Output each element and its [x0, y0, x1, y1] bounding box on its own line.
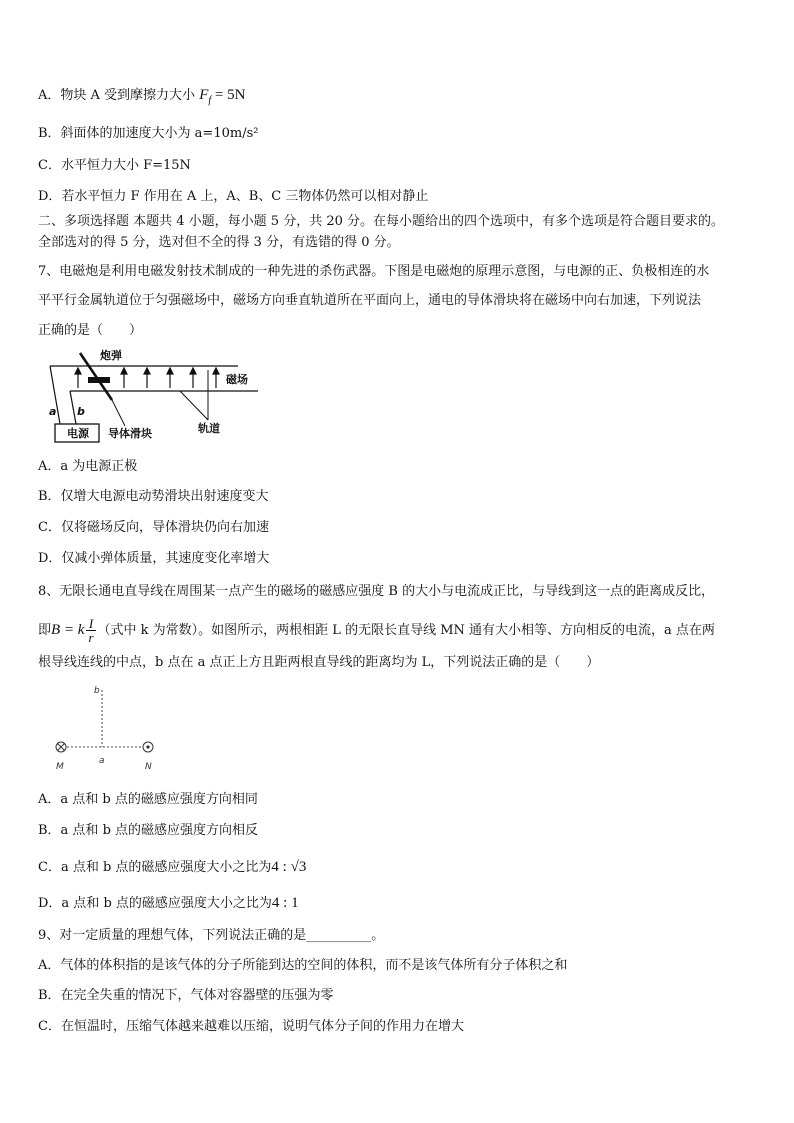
q6-option-a-text: A．物块 A 受到摩擦力大小: [38, 88, 196, 103]
q7-railgun-diagram: [40, 348, 270, 448]
q8-stem-line2: 即B = k $\frac{I}{r}$ （式中 k 为常数）。如图所示，两根相距 L 的无限长直导线 MN 通有大小相等、方向相反的电流，a 点在两: [38, 616, 715, 645]
point-a-label: a: [99, 756, 105, 766]
q8-formula-lhs: B = k: [51, 622, 85, 638]
q8-option-d-math: 4 : 1: [271, 895, 299, 911]
q7-option-b: B．仅增大电源电动势滑块出射速度变大: [38, 489, 269, 504]
field-label: 磁场: [226, 373, 248, 386]
q8-option-d: D．a 点和 b 点的磁感应强度大小之比为4 : 1: [38, 895, 299, 911]
rail-label: 轨道: [198, 422, 220, 435]
wire-m-label: M: [56, 762, 64, 772]
q8-option-c: C．a 点和 b 点的磁感应强度大小之比为4 : √3: [38, 859, 307, 875]
wire-m-into-page-icon: [56, 742, 66, 752]
shell-label: 炮弹: [100, 349, 122, 362]
q7-stem-line2: 平平行金属轨道位于匀强磁场中，磁场方向垂直轨道所在平面向上，通电的导体滑块将在磁场中向右加速，下列说法: [38, 293, 702, 308]
q8-formula-fraction: $\frac{I}{r}$: [88, 616, 94, 645]
q8-option-c-math: 4 : √3: [271, 859, 307, 875]
slider-label: 导体滑块: [108, 427, 152, 440]
q9-option-c: C．在恒温时，压缩气体越来越难以压缩，说明气体分子间的作用力在增大: [38, 1019, 464, 1034]
q6-option-b: B．斜面体的加速度大小为 a=10m/s²: [38, 126, 259, 141]
q9-option-a: A．气体的体积指的是该气体的分子所能到达的空间的体积，而不是该气体所有分子体积之和: [38, 958, 568, 973]
wire-b: [70, 391, 76, 424]
q8-option-a: A．a 点和 b 点的磁感应强度方向相同: [38, 792, 258, 807]
label-a: a: [49, 405, 57, 418]
q7-stem-line1: 7、电磁炮是利用电磁发射技术制成的一种先进的杀伤武器。下图是电磁炮的原理示意图，与电源的正、负极相连的水: [38, 264, 710, 279]
q6-option-a: [38, 86, 245, 110]
wire-n-label: N: [145, 762, 152, 772]
q8-stem-line1: 8、无限长通电直导线在周围某一点产生的磁场的磁感应强度 B 的大小与电流成正比，与导线到这一点的距离成反比，: [38, 584, 715, 599]
wire-n-out-of-page-icon: [143, 742, 153, 752]
q8-wire-diagram: [50, 682, 170, 774]
q6-option-a-formula: $F_f = 5N$: [199, 87, 246, 106]
section2-instructions-line1: 二、多项选择题 本题共 4 小题，每小题 5 分，共 20 分。在每小题给出的四个选项中，有多个选项是符合题目要求的。: [38, 214, 725, 229]
q9-stem: 9、对一定质量的理想气体，下列说法正确的是__________。: [38, 928, 385, 943]
point-b-label: b: [94, 686, 100, 696]
power-source-label: 电源: [67, 427, 89, 440]
q8-option-b: B．a 点和 b 点的磁感应强度方向相反: [38, 823, 259, 838]
section2-instructions-line2: 全部选对的得 5 分，选对但不全的得 3 分，有选错的得 0 分。: [38, 235, 400, 250]
q8-stem-line3: 根导线连线的中点，b 点在 a 点正上方且距两根直导线的距离均为 L，下列说法正确的是（ ）: [38, 655, 600, 670]
label-b: b: [77, 405, 85, 418]
projectile: [88, 377, 110, 383]
q7-option-d: D．仅减小弹体质量，其速度变化率增大: [38, 551, 270, 566]
q6-option-d: D．若水平恒力 F 作用在 A 上，A、B、C 三物体仍然可以相对静止: [38, 189, 429, 204]
q6-option-c: C．水平恒力大小 F=15N: [38, 158, 191, 173]
q7-stem-line3: 正确的是（ ）: [38, 323, 143, 338]
q7-option-c: C．仅将磁场反向，导体滑块仍向右加速: [38, 520, 269, 535]
q7-option-a: A．a 为电源正极: [38, 459, 138, 474]
q9-option-b: B．在完全失重的情况下，气体对容器壁的压强为零: [38, 988, 334, 1003]
